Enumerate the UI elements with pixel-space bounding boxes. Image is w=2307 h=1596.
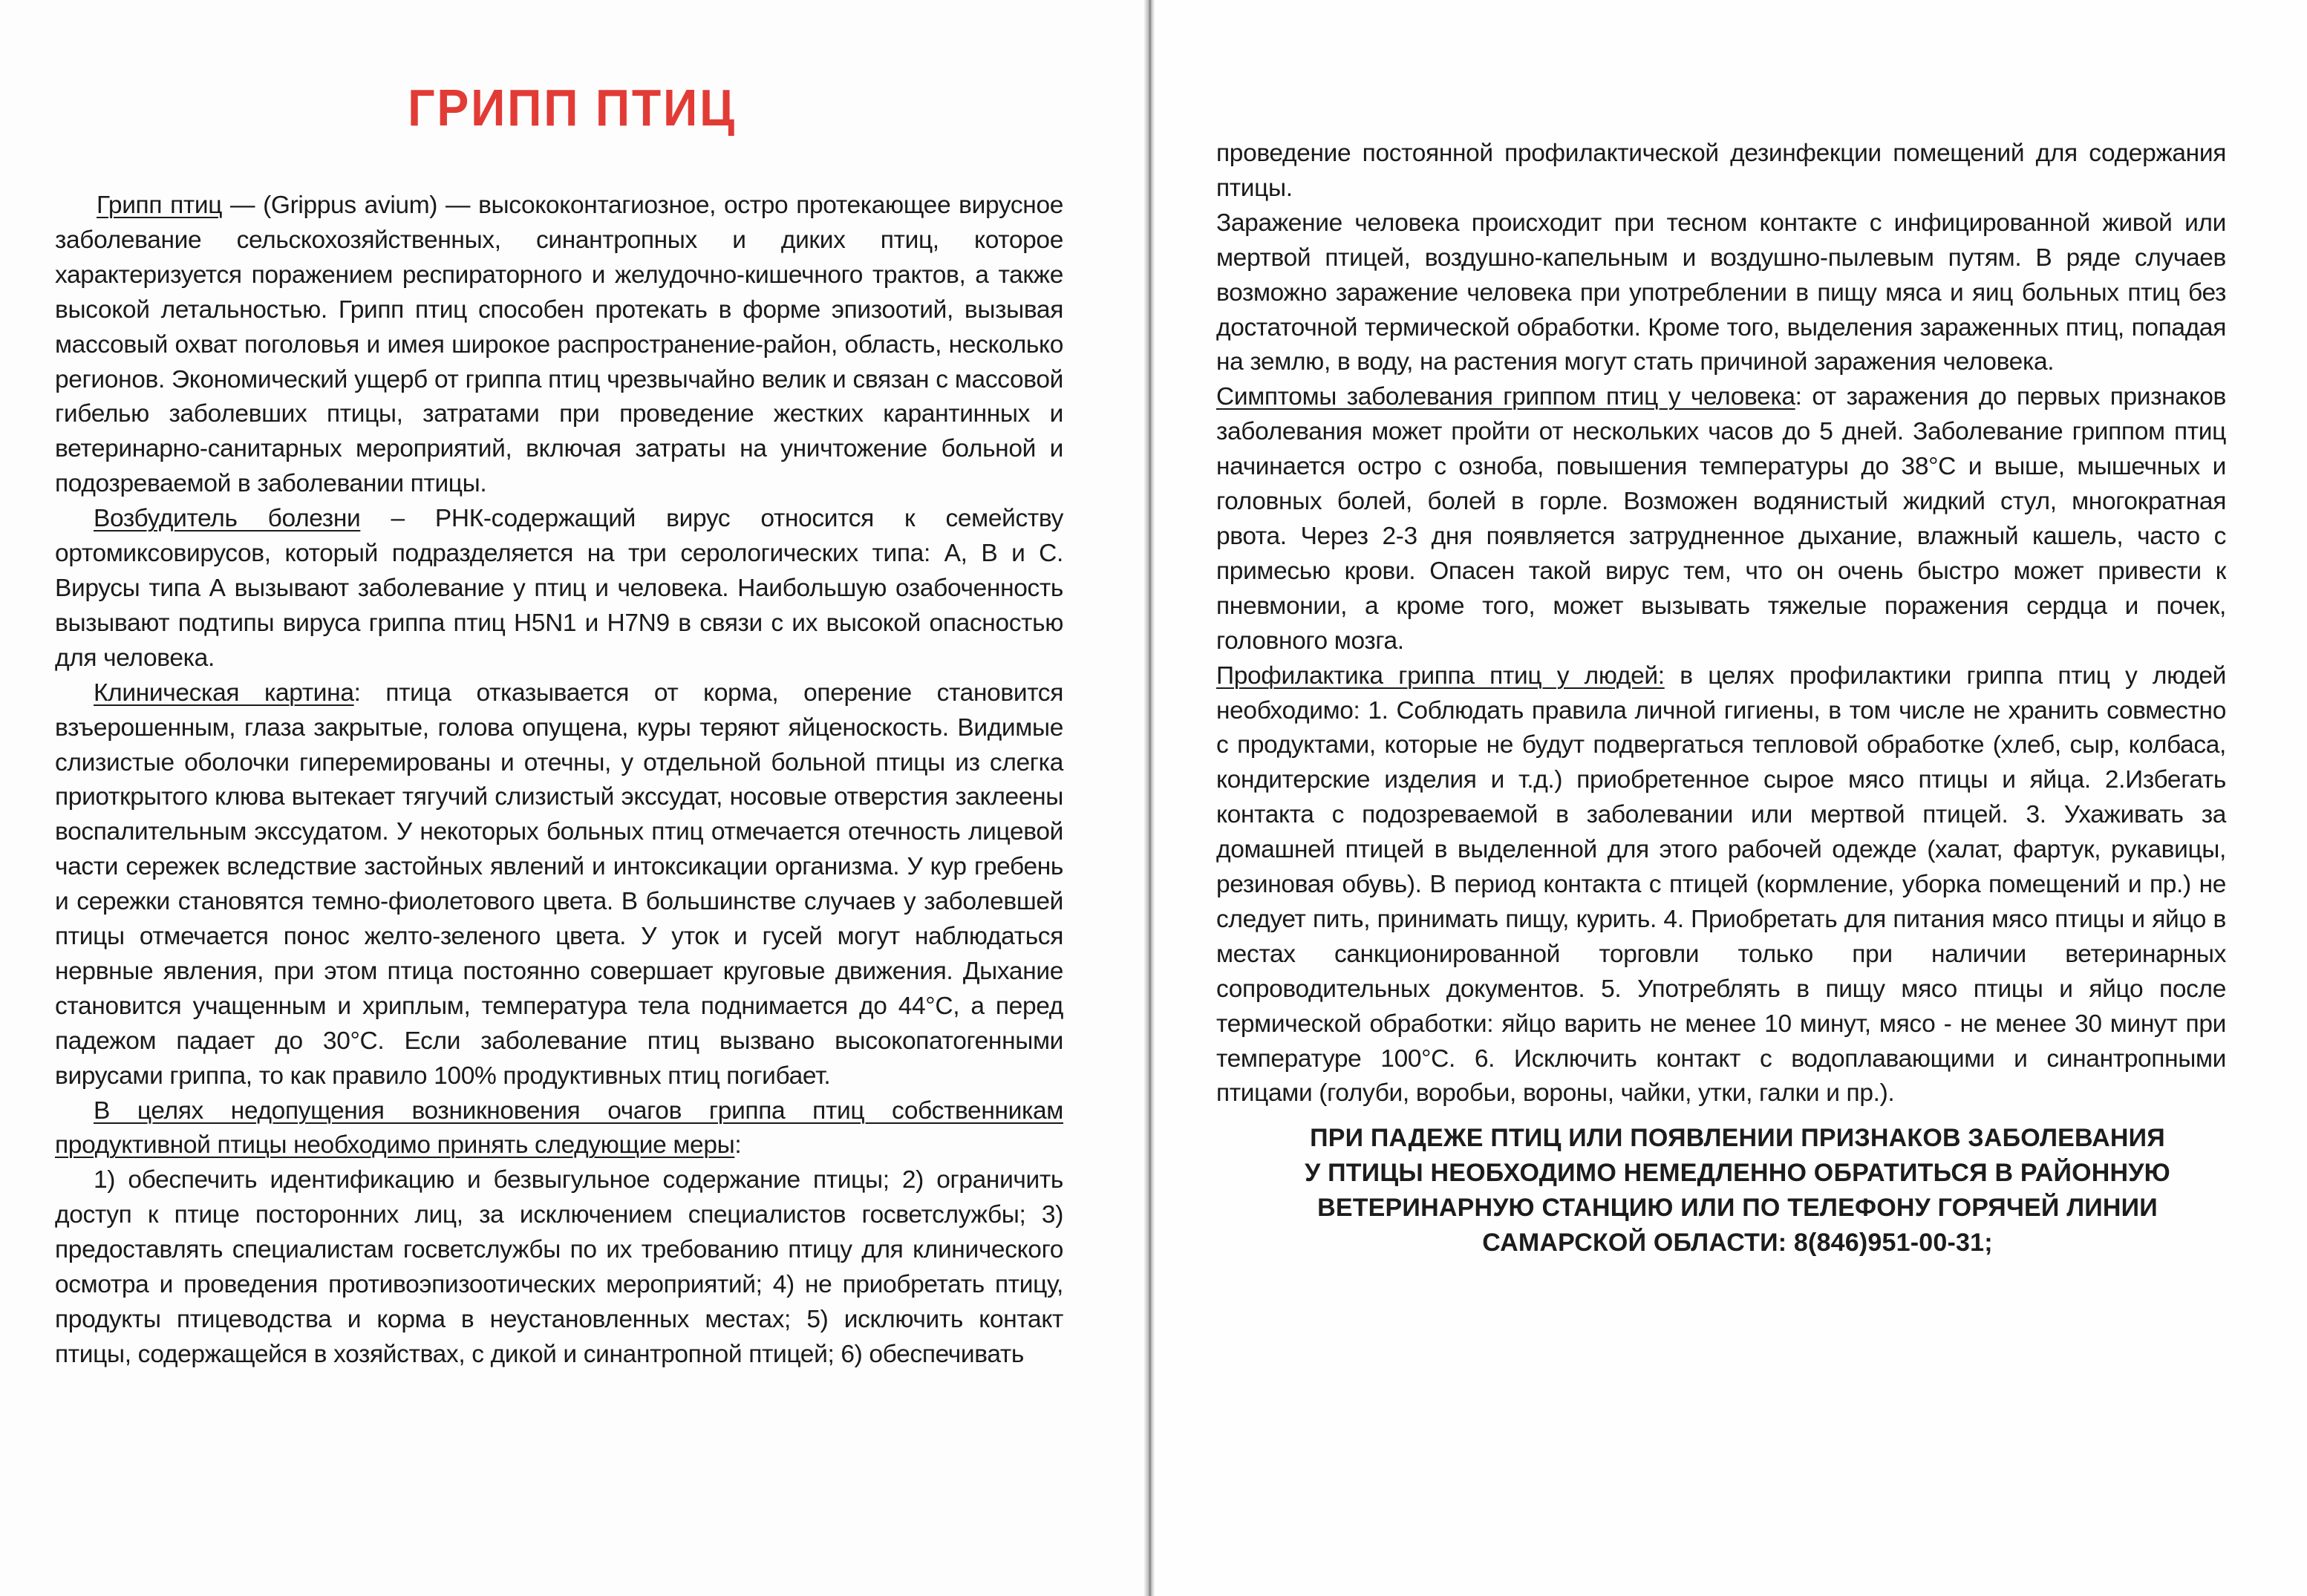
intro-term: Грипп птиц <box>97 192 223 219</box>
symptoms-term: Симптомы заболевания гриппом птиц у человека <box>1216 383 1795 411</box>
measures-heading-paragraph <box>55 1094 1063 1164</box>
left-page <box>0 0 1144 1596</box>
pathogen-paragraph <box>55 502 1063 676</box>
right-page <box>1155 0 2307 1596</box>
pathogen-term: Возбудитель болезни <box>94 505 361 533</box>
clinical-term: Клиническая картина <box>94 678 354 707</box>
clinical-text: : птица отказывается от корма, оперение становится взъерошенным, глаза закрытые, голова опущена, куры теряют яйценоскость. Видимые слизистые оболочки гиперемированы и отечны, у отдельной больной птицы из слегка приоткрытого клюва вытекает тягучий слизистый экссудат, носовые отверстия заклеены воспалительным экссудатом. У некоторых больных птиц отмечается отечность лицевой части сережек вследствие застойных явлений и интоксикации организма. У кур гребень и сережки становятся темно-фиолетового цвета. В большинстве случаев у заболевшей птицы отмечается понос желто-зеленого цвета. У уток и гусей могут наблюдаться нервные явления, при этом птица постоянно совершает круговые движения. Дыхание становится учащенным и хриплым, температура тела поднимается до 44°С, а перед падежом падает до 30°С. Если заболевание птиц вызвано высокопатогенными вирусами гриппа, то как правило 100% продуктивных птиц погибает. <box>55 678 1064 1090</box>
prevention-paragraph <box>1216 659 2226 1112</box>
symptoms-paragraph <box>1216 380 2226 658</box>
page-title: ГРИПП ПТИЦ <box>408 79 737 137</box>
warning-line-3: ВЕТЕРИНАРНУЮ СТАНЦИЮ ИЛИ ПО ТЕЛЕФОНУ ГОРЯЧЕЙ ЛИНИИ <box>1317 1194 2158 1222</box>
prevention-term: Профилактика гриппа птиц у людей: <box>1216 661 1665 690</box>
measures-text: 1) обеспечить идентификацию и безвыгульное содержание птицы; 2) ограничить доступ к птице посторонних лиц, за исключением специалистов госветслужбы; 3) предоставлять специалистам госветслужбы по их требованию птицу для клинического осмотра и проведения противоэпизоотических мероприятий; 4) не приобретать птицу, продукты птицеводства и корма в неустановленных местах; 5) исключить контакт птицы, содержащейся в хозяйствах, с дикой и синантропной птицей; 6) обеспечивать <box>55 1166 1063 1368</box>
prevention-text: в целях профилактики гриппа птиц у людей необходимо: 1. Соблюдать правила личной гигиены, в том числе не хранить совместно с продуктами, которые не будут подвергаться тепловой обработке (хлеб, сыр, колбаса, кондитерские изделия и т.д.) приобретенное сырое мясо птицы и яйца. 2.Избегать контакта с подозреваемой в заболевании или мертвой птицей. 3. Ухаживать за домашней птицей в выделенной для этого рабочей одежде (халат, фартук, рукавицы, резиновая обувь). В период контакта с птицей (кормление, уборка помещений и пр.) не следует пить, принимать пищу, курить. 4. Приобретать для питания мясо птицы и яйцо в местах санкционированной торговли только при наличии ветеринарных сопроводительных документов. 5. Употреблять в пищу мясо птицы и яйцо после термической обработки: яйцо варить не менее 10 минут, мясо - не менее 30 минут при температуре 100°С. 6. Исключить контакт с водоплавающими и синантропными птицами (голуби, воробьи, вороны, чайки, утки, галки и пр.). <box>1216 661 2226 1108</box>
intro-paragraph <box>55 189 1063 502</box>
measures-heading: В целях недопущения возникновения очагов гриппа птиц собственникам продуктивной птицы необходимо принять следующие меры <box>55 1096 1063 1160</box>
symptoms-text: : от заражения до первых признаков заболевания может пройти от нескольких часов до 5 дней. Заболевание гриппом птиц начинается остро с озноба, повышения температуры до 38°С и выше, мышечных и головных болей, болей в горле. Возможен водянистый жидкий стул, многократная рвота. Через 2-3 дня появляется затрудненное дыхание, влажный кашель, часто с примесью крови. Опасен такой вирус тем, что он очень быстро может привести к пневмонии, а кроме того, может вызывать тяжелые поражения сердца и почек, головного мозга. <box>1216 383 2226 655</box>
pathogen-text: – РНК-содержащий вирус относится к семейству ортомиксовирусов, который подразделяется на три серологических типа: А, В и С. Вирусы типа А вызывают заболевание у птиц и человека. Наибольшую озабоченность вызывают подтипы вируса гриппа птиц H5N1 и H7N9 в связи с их высокой опасностью для человека. <box>55 505 1063 672</box>
continuation-paragraph: проведение постоянной профилактической дезинфекции помещений для содержания птицы. <box>1216 140 2226 202</box>
hotline-warning <box>1247 1121 2228 1260</box>
clinical-paragraph <box>55 676 1063 1094</box>
measures-heading-suffix: : <box>734 1131 742 1160</box>
left-column <box>55 189 1063 1373</box>
measures-paragraph <box>55 1163 1063 1372</box>
intro-text: — (Grippus avium) — высококонтагиозное, остро протекающее вирусное заболевание сельскохозяйственных, синантропных и диких птиц, которое характеризуется поражением респираторного и желудочно-кишечного трактов, а также высокой летальностью. Грипп птиц способен протекать в форме эпизоотий, вызывая массовый охват поголовья и имея широкое распространение-район, область, несколько регионов. Экономический ущерб от гриппа птиц чрезвычайно велик и связан с массовой гибелью заболевших птицы, затратами при проведение жестких карантинных и ветеринарно-санитарных мероприятий, включая затраты на уничтожение больной и подозреваемой в заболевании птицы. <box>55 192 1064 498</box>
book-fold <box>1144 0 1155 1596</box>
right-column <box>1216 137 2226 1111</box>
warning-line-4-phone: САМАРСКОЙ ОБЛАСТИ: 8(846)951-00-31; <box>1482 1229 1993 1257</box>
infection-paragraph: Заражение человека происходит при тесном контакте с инфицированной живой или мертвой птицей, воздушно-капельным и воздушно-пылевым путям. В ряде случаев возможно заражение человека при употреблении в пищу мяса и яиц больных птиц без достаточной термической обработки. Кроме того, выделения зараженных птиц, попадая на землю, в воду, на растения могут стать причиной заражения человека. <box>1216 209 2226 376</box>
warning-line-1: ПРИ ПАДЕЖЕ ПТИЦ ИЛИ ПОЯВЛЕНИИ ПРИЗНАКОВ ЗАБОЛЕВАНИЯ <box>1310 1124 2165 1152</box>
warning-line-2: У ПТИЦЫ НЕОБХОДИМО НЕМЕДЛЕННО ОБРАТИТЬСЯ В РАЙОННУЮ <box>1305 1159 2170 1187</box>
